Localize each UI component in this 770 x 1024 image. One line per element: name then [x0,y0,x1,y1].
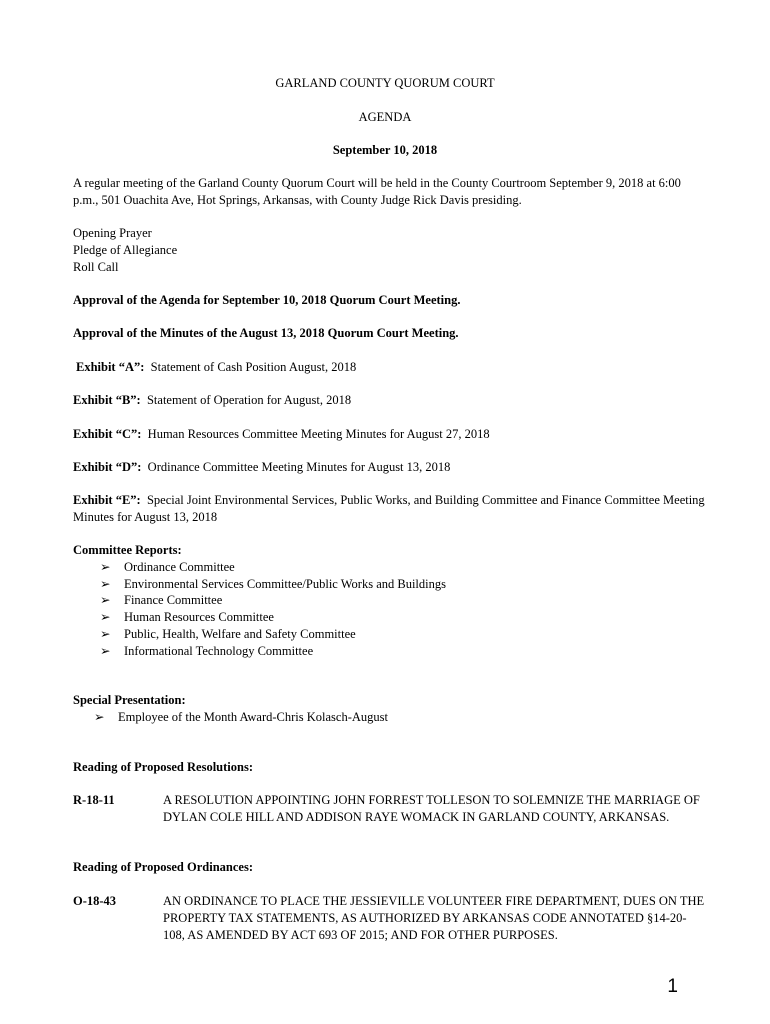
court-title: GARLAND COUNTY QUORUM COURT [275,76,495,90]
approval-agenda: Approval of the Agenda for September 10, 2018 Quorum Court Meeting. [73,293,461,307]
resolution-code: R-18-11 [73,793,115,807]
exhibit-c [73,426,705,443]
exhibit-b [73,392,705,409]
arrow-bullet-icon: ➢ [100,644,111,658]
committee-name: Human Resources Committee [124,610,274,624]
list-item [100,559,235,576]
committee-name: Public, Health, Welfare and Safety Committee [124,627,356,641]
arrow-bullet-icon: ➢ [100,560,111,574]
arrow-bullet-icon: ➢ [94,710,105,724]
page-number: 1 [667,976,678,997]
committee-name: Finance Committee [124,593,223,607]
committee-reports-heading: Committee Reports: [73,543,182,557]
presentation-item: Employee of the Month Award-Chris Kolasch-August [118,710,388,724]
ordinances-heading: Reading of Proposed Ordinances: [73,860,253,874]
list-item [94,709,388,726]
exhibit-label: Exhibit “D”: [73,460,142,474]
special-presentation-heading: Special Presentation: [73,693,186,707]
approval-minutes: Approval of the Minutes of the August 13, 2018 Quorum Court Meeting. [73,326,459,340]
exhibit-text: Statement of Operation for August, 2018 [146,393,352,407]
committee-name: Ordinance Committee [124,560,235,574]
pledge-of-allegiance: Pledge of Allegiance [73,243,178,257]
committee-name: Environmental Services Committee/Public Works and Buildings [124,577,446,591]
ordinance-text: AN ORDINANCE TO PLACE THE JESSIEVILLE VOLUNTEER FIRE DEPARTMENT, DUES ON THE PROPERTY TAX STATEMENTS, AS AUTHORIZED BY ARKANSAS CODE ANNOTATED §14-20-108, AS AMENDED BY ACT 693 OF 2015; AND FOR OTHER PURPOSES. [163,894,705,942]
exhibit-label: Exhibit “E”: [73,493,141,507]
exhibit-label: Exhibit “C”: [73,427,142,441]
exhibit-text: Ordinance Committee Meeting Minutes for August 13, 2018 [147,460,451,474]
exhibit-label: Exhibit “B”: [73,393,141,407]
ordinance-code: O-18-43 [73,894,117,908]
exhibit-d [73,459,705,476]
committee-name: Informational Technology Committee [124,644,314,658]
exhibit-label: Exhibit “A”: [76,360,145,374]
list-item [100,643,313,660]
arrow-bullet-icon: ➢ [100,610,111,624]
list-item [100,626,356,643]
exhibit-text: Human Resources Committee Meeting Minutes for August 27, 2018 [147,427,490,441]
exhibit-text: Statement of Cash Position August, 2018 [150,360,357,374]
resolution-text: A RESOLUTION APPOINTING JOHN FORREST TOLLESON TO SOLEMNIZE THE MARRIAGE OF DYLAN COLE HILL AND ADDISON RAYE WOMACK IN GARLAND COUNTY, ARKANSAS. [163,793,700,824]
arrow-bullet-icon: ➢ [100,577,111,591]
exhibit-text: Special Joint Environmental Services, Public Works, and Building Committee and Finance Committee Meeting Minutes for August 13, 2018 [73,493,705,524]
list-item [100,592,222,609]
meeting-date: September 10, 2018 [332,143,438,157]
resolutions-heading: Reading of Proposed Resolutions: [73,760,253,774]
list-item [100,609,274,626]
arrow-bullet-icon: ➢ [100,593,111,607]
intro-paragraph: A regular meeting of the Garland County Quorum Court will be held in the County Courtroom September 9, 2018 at 6:00 p.m., 501 Ouachita Ave, Hot Springs, Arkansas, with County Judge Rick Davis presiding. [73,176,681,207]
exhibit-e [73,492,705,526]
opening-prayer: Opening Prayer [73,226,152,240]
exhibit-a [76,359,708,376]
agenda-title: AGENDA [358,110,412,124]
list-item [100,576,446,593]
roll-call: Roll Call [73,260,119,274]
arrow-bullet-icon: ➢ [100,627,111,641]
